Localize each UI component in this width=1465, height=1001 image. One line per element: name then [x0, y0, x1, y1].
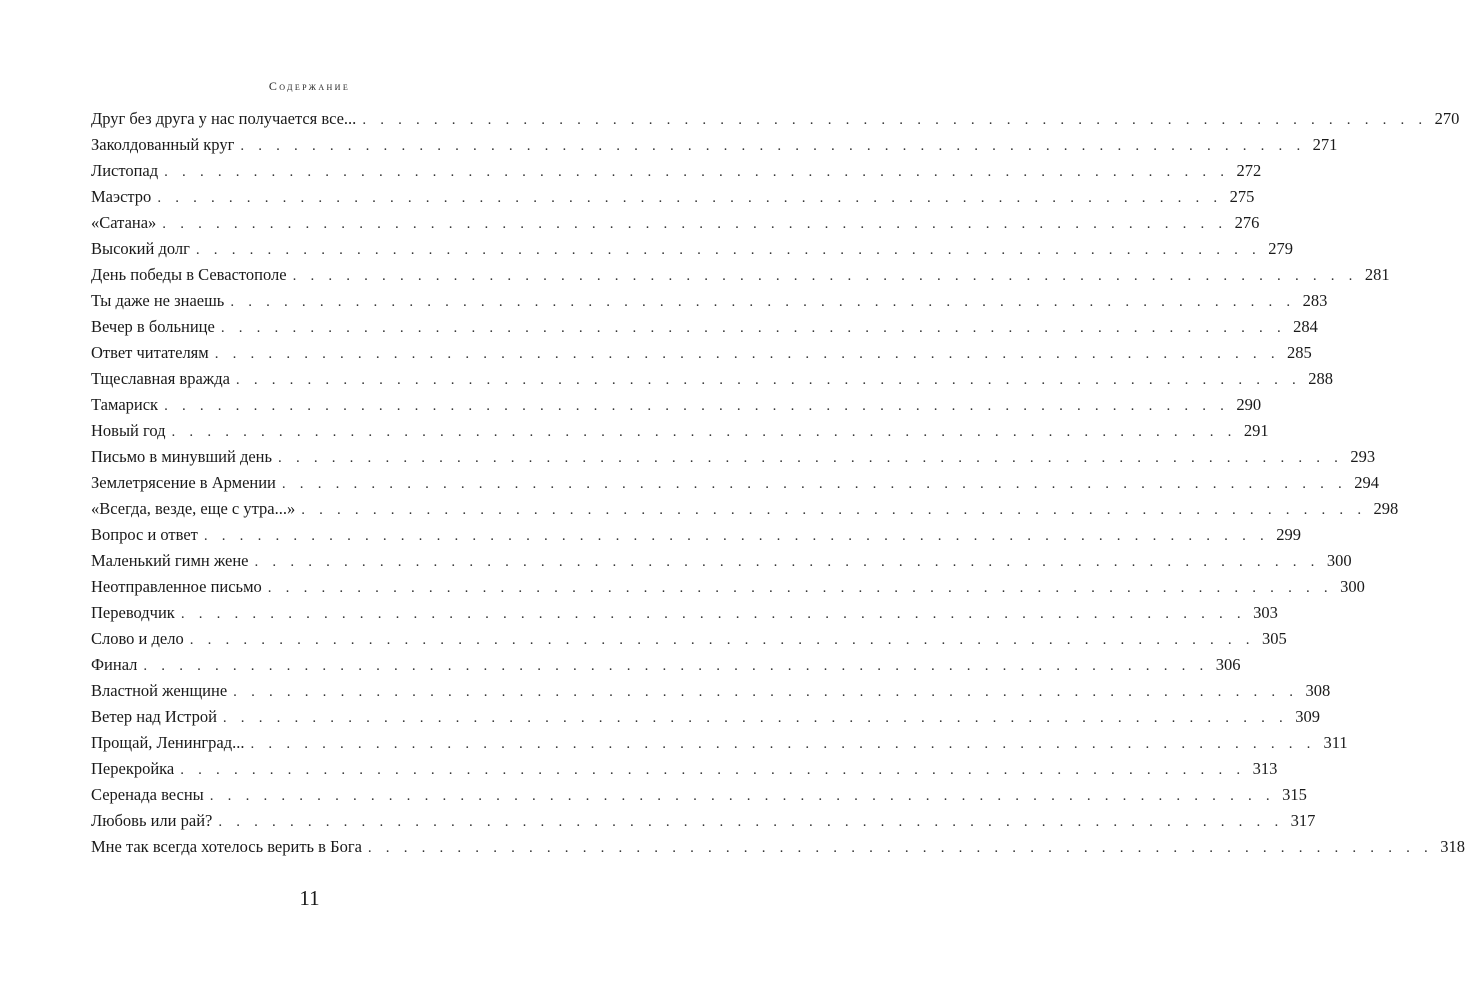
toc-entry-title: День победы в Севастополе: [91, 265, 287, 284]
toc-entry-title: Мне так всегда хотелось верить в Бога: [91, 837, 362, 856]
toc-entry-page: 294: [1354, 473, 1379, 492]
dot-leader: . . . . . . . . . . . . . . . . . . . . . . . . . . . . . . . . . . . . . . . . . . . . . . . . . . . . . . . . . . . .: [214, 346, 1280, 362]
toc-entry-title: Заколдованный круг: [91, 135, 235, 154]
dot-leader: . . . . . . . . . . . . . . . . . . . . . . . . . . . . . . . . . . . . . . . . . . . . . . . . . . . . . . . . . . . .: [278, 450, 1344, 466]
toc-entry-page: 317: [1290, 811, 1316, 830]
dot-leader: . . . . . . . . . . . . . . . . . . . . . . . . . . . . . . . . . . . . . . . . . . . . . . . . . . . . . . . . . . . .: [209, 788, 1275, 804]
dot-leader: . . . . . . . . . . . . . . . . . . . . . . . . . . . . . . . . . . . . . . . . . . . . . . . . . . . . . . . . . . . .: [220, 320, 1286, 336]
toc-entry-page: 300: [1326, 551, 1352, 570]
toc-entry-title: Серенада весны: [91, 785, 204, 804]
toc-entry-title: Друг без друга у нас получается все...: [91, 109, 357, 128]
toc-entry-title: Маленький гимн жене: [91, 551, 249, 570]
dot-leader: . . . . . . . . . . . . . . . . . . . . . . . . . . . . . . . . . . . . . . . . . . . . . . . . . . . . . . . . . . . .: [235, 372, 1301, 388]
dot-leader: . . . . . . . . . . . . . . . . . . . . . . . . . . . . . . . . . . . . . . . . . . . . . . . . . . . . . . . . . . . .: [222, 710, 1288, 726]
toc-entry-page: 285: [1287, 343, 1312, 362]
toc-entry-page: 318: [1440, 837, 1465, 856]
dot-leader: . . . . . . . . . . . . . . . . . . . . . . . . . . . . . . . . . . . . . . . . . . . . . . . . . . . . . . . . . . . .: [250, 736, 1316, 752]
toc-entry: [91, 704, 1320, 730]
toc-entry-title: Вечер в больнице: [91, 317, 215, 336]
toc-entry-title: Вопрос и ответ: [91, 525, 198, 544]
toc-entry-page: 293: [1350, 447, 1376, 466]
toc-entry: [91, 106, 1460, 132]
dot-leader: . . . . . . . . . . . . . . . . . . . . . . . . . . . . . . . . . . . . . . . . . . . . . . . . . . . . . . . . . . . .: [180, 762, 1246, 778]
toc-entry-page: 291: [1243, 421, 1269, 440]
toc-entry: [91, 834, 1465, 860]
dot-leader: . . . . . . . . . . . . . . . . . . . . . . . . . . . . . . . . . . . . . . . . . . . . . . . . . . . . . . . . . . . .: [240, 138, 1306, 154]
toc-entry-title: Новый год: [91, 421, 166, 440]
table-of-contents: [91, 106, 1465, 860]
dot-leader: . . . . . . . . . . . . . . . . . . . . . . . . . . . . . . . . . . . . . . . . . . . . . . . . . . . . . . . . . . . .: [164, 164, 1230, 180]
toc-entry: [91, 574, 1365, 600]
toc-entry-title: «Сатана»: [91, 213, 157, 232]
toc-entry-page: 281: [1364, 265, 1390, 284]
toc-entry-page: 313: [1252, 759, 1278, 778]
toc-entry-title: Ответ читателям: [91, 343, 209, 362]
toc-entry: [91, 548, 1352, 574]
dot-leader: . . . . . . . . . . . . . . . . . . . . . . . . . . . . . . . . . . . . . . . . . . . . . . . . . . . . . . . . . . . .: [218, 814, 1284, 830]
toc-entry: [91, 366, 1333, 392]
dot-leader: . . . . . . . . . . . . . . . . . . . . . . . . . . . . . . . . . . . . . . . . . . . . . . . . . . . . . . . . . . . .: [164, 398, 1230, 414]
toc-entry-title: Переводчик: [91, 603, 175, 622]
dot-leader: . . . . . . . . . . . . . . . . . . . . . . . . . . . . . . . . . . . . . . . . . . . . . . . . . . . . . . . . . . . .: [230, 294, 1296, 310]
toc-entry: [91, 678, 1331, 704]
toc-entry: [91, 444, 1376, 470]
toc-entry-page: 270: [1434, 109, 1460, 128]
toc-entry: [91, 158, 1262, 184]
toc-entry: [91, 756, 1278, 782]
toc-entry-page: 272: [1236, 161, 1262, 180]
toc-entry-title: Ты даже не знаешь: [91, 291, 225, 310]
toc-entry: [91, 418, 1269, 444]
toc-entry-page: 275: [1229, 187, 1255, 206]
toc-entry-page: 303: [1253, 603, 1278, 622]
toc-entry-title: Высокий долг: [91, 239, 190, 258]
dot-leader: . . . . . . . . . . . . . . . . . . . . . . . . . . . . . . . . . . . . . . . . . . . . . . . . . . . . . . . . . . . .: [301, 502, 1367, 518]
toc-entry-title: Прощай, Ленинград...: [91, 733, 245, 752]
toc-entry-page: 290: [1236, 395, 1262, 414]
dot-leader: . . . . . . . . . . . . . . . . . . . . . . . . . . . . . . . . . . . . . . . . . . . . . . . . . . . . . . . . . . . .: [362, 112, 1428, 128]
dot-leader: . . . . . . . . . . . . . . . . . . . . . . . . . . . . . . . . . . . . . . . . . . . . . . . . . . . . . . . . . . . .: [267, 580, 1333, 596]
toc-entry-page: 306: [1215, 655, 1241, 674]
dot-leader: . . . . . . . . . . . . . . . . . . . . . . . . . . . . . . . . . . . . . . . . . . . . . . . . . . . . . . . . . . . .: [157, 190, 1223, 206]
dot-leader: . . . . . . . . . . . . . . . . . . . . . . . . . . . . . . . . . . . . . . . . . . . . . . . . . . . . . . . . . . . .: [367, 840, 1433, 856]
toc-entry-title: Тщеславная вражда: [91, 369, 230, 388]
dot-leader: . . . . . . . . . . . . . . . . . . . . . . . . . . . . . . . . . . . . . . . . . . . . . . . . . . . . . . . . . . . .: [233, 684, 1299, 700]
dot-leader: . . . . . . . . . . . . . . . . . . . . . . . . . . . . . . . . . . . . . . . . . . . . . . . . . . . . . . . . . . . .: [171, 424, 1237, 440]
toc-entry-page: 276: [1234, 213, 1260, 232]
toc-entry: [91, 314, 1318, 340]
dot-leader: . . . . . . . . . . . . . . . . . . . . . . . . . . . . . . . . . . . . . . . . . . . . . . . . . . . . . . . . . . . .: [203, 528, 1269, 544]
toc-entry: [91, 470, 1379, 496]
toc-entry: [91, 730, 1348, 756]
toc-entry: [91, 262, 1390, 288]
toc-entry-title: Перекройка: [91, 759, 175, 778]
toc-entry-title: Землетрясение в Армении: [91, 473, 276, 492]
toc-entry: [91, 340, 1312, 366]
toc-entry: [91, 236, 1293, 262]
toc-entry-title: Тамариск: [91, 395, 159, 414]
toc-entry-page: 271: [1312, 135, 1338, 154]
toc-entry-title: «Всегда, везде, еще с утра...»: [91, 499, 296, 518]
toc-entry-title: Любовь или рай?: [91, 811, 213, 830]
toc-entry-page: 305: [1262, 629, 1287, 648]
toc-entry-title: Ветер над Истрой: [91, 707, 217, 726]
dot-leader: . . . . . . . . . . . . . . . . . . . . . . . . . . . . . . . . . . . . . . . . . . . . . . . . . . . . . . . . . . . .: [162, 216, 1228, 232]
toc-entry-title: Властной женщине: [91, 681, 228, 700]
toc-entry-page: 284: [1293, 317, 1318, 336]
toc-entry-page: 283: [1302, 291, 1328, 310]
toc-entry-title: Слово и дело: [91, 629, 184, 648]
toc-entry-title: Неотправленное письмо: [91, 577, 262, 596]
toc-entry-page: 279: [1268, 239, 1293, 258]
toc-entry-title: Маэстро: [91, 187, 152, 206]
toc-entry-title: Финал: [91, 655, 138, 674]
toc-entry: [91, 808, 1316, 834]
dot-leader: . . . . . . . . . . . . . . . . . . . . . . . . . . . . . . . . . . . . . . . . . . . . . . . . . . . . . . . . . . . .: [254, 554, 1320, 570]
toc-entry: [91, 210, 1260, 236]
page-number: 11: [299, 886, 320, 910]
dot-leader: . . . . . . . . . . . . . . . . . . . . . . . . . . . . . . . . . . . . . . . . . . . . . . . . . . . . . . . . . . . .: [189, 632, 1255, 648]
toc-entry-title: Письмо в минувший день: [91, 447, 273, 466]
dot-leader: . . . . . . . . . . . . . . . . . . . . . . . . . . . . . . . . . . . . . . . . . . . . . . . . . . . . . . . . . . . .: [143, 658, 1209, 674]
toc-entry-title: Листопад: [91, 161, 159, 180]
toc-entry: [91, 288, 1328, 314]
toc-entry: [91, 392, 1262, 418]
toc-entry-page: 309: [1295, 707, 1320, 726]
dot-leader: . . . . . . . . . . . . . . . . . . . . . . . . . . . . . . . . . . . . . . . . . . . . . . . . . . . . . . . . . . . .: [195, 242, 1261, 258]
toc-entry-page: 298: [1373, 499, 1399, 518]
toc-entry: [91, 496, 1399, 522]
toc-entry: [91, 522, 1301, 548]
toc-entry: [91, 600, 1278, 626]
toc-entry: [91, 184, 1255, 210]
toc-entry: [91, 782, 1307, 808]
dot-leader: . . . . . . . . . . . . . . . . . . . . . . . . . . . . . . . . . . . . . . . . . . . . . . . . . . . . . . . . . . . .: [281, 476, 1347, 492]
running-header: Содержание: [268, 79, 351, 93]
dot-leader: . . . . . . . . . . . . . . . . . . . . . . . . . . . . . . . . . . . . . . . . . . . . . . . . . . . . . . . . . . . .: [180, 606, 1246, 622]
toc-entry-page: 315: [1282, 785, 1307, 804]
toc-entry-page: 299: [1276, 525, 1301, 544]
toc-entry-page: 311: [1323, 733, 1348, 752]
toc-entry: [91, 132, 1338, 158]
toc-entry-page: 300: [1340, 577, 1365, 596]
toc-entry: [91, 652, 1241, 678]
dot-leader: . . . . . . . . . . . . . . . . . . . . . . . . . . . . . . . . . . . . . . . . . . . . . . . . . . . . . . . . . . . .: [292, 268, 1358, 284]
toc-entry-page: 308: [1305, 681, 1331, 700]
toc-entry-page: 288: [1308, 369, 1333, 388]
toc-entry: [91, 626, 1287, 652]
